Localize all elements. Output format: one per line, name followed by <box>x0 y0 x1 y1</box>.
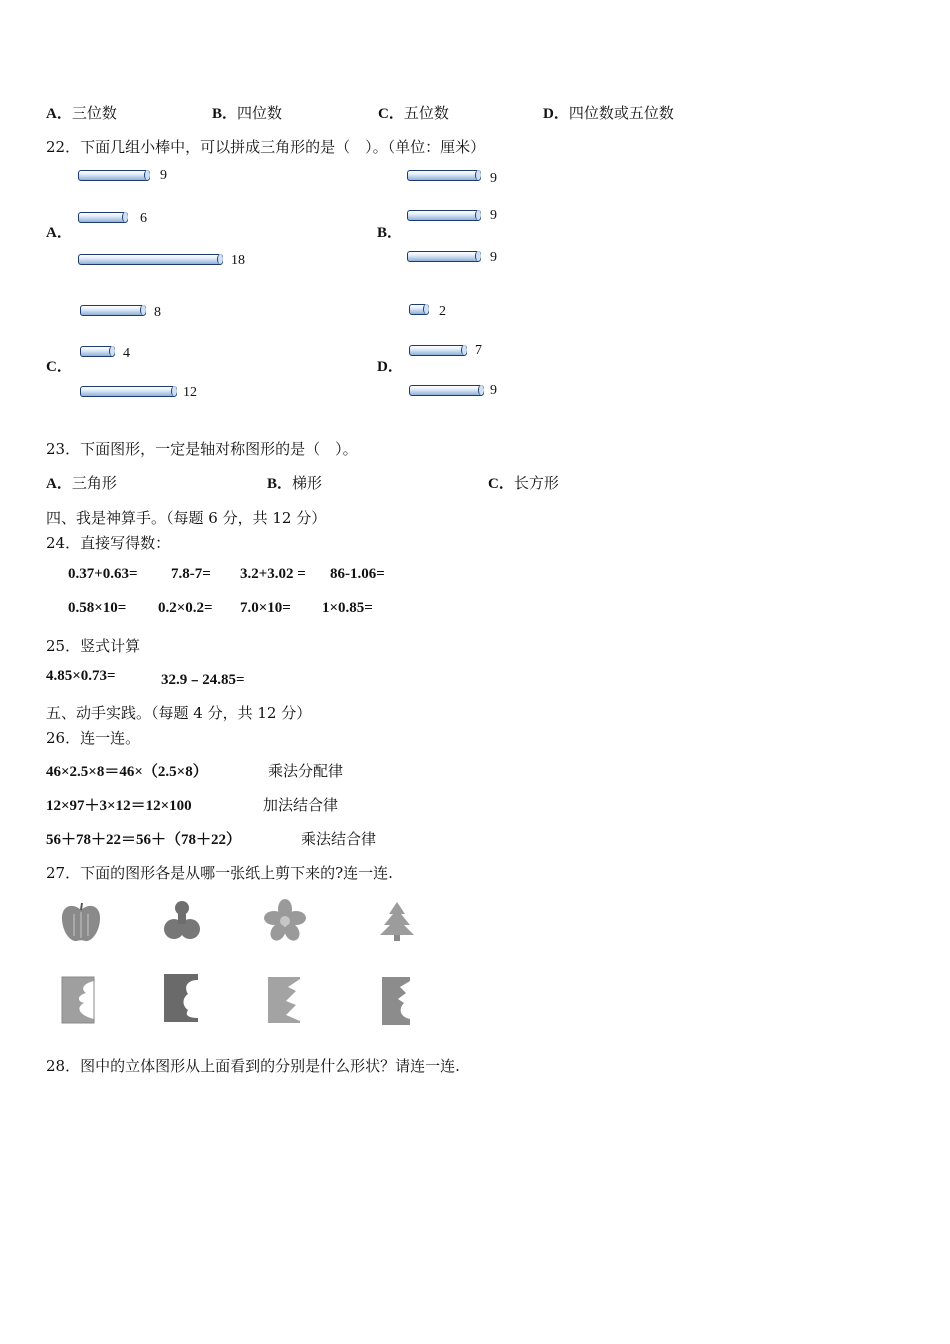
stick-c3-length: 12 <box>183 385 197 400</box>
q21-option-d <box>543 102 674 123</box>
option-text: 五位数 <box>403 104 449 122</box>
paper-1[interactable] <box>60 975 96 1025</box>
q27-question: 27．下面的图形各是从哪一张纸上剪下来的?连一连. <box>46 864 393 882</box>
stick-b1 <box>407 170 481 181</box>
flower-shape[interactable] <box>263 898 307 942</box>
stick-a3 <box>78 254 223 265</box>
stick-d2 <box>409 345 467 356</box>
stick-c2-length: 4 <box>123 346 130 361</box>
gourd-shape[interactable] <box>163 898 201 944</box>
q26-law: 加法结合律 <box>263 796 339 814</box>
q26-expression: 46×2.5×8＝46×（2.5×8） <box>46 764 208 780</box>
q24-item: 7.0×10= <box>240 600 291 616</box>
apple-shape[interactable] <box>58 900 104 944</box>
option-text: 三角形 <box>71 474 117 492</box>
stick-c3 <box>80 386 177 397</box>
option-label: D． <box>543 106 569 122</box>
paper-2[interactable] <box>162 972 200 1024</box>
q22-option-a-label: A． <box>46 225 72 241</box>
option-label: C． <box>378 106 404 122</box>
stick-c2 <box>80 346 115 357</box>
option-text: 三位数 <box>71 104 117 122</box>
stick-c1-length: 8 <box>154 305 161 320</box>
option-text: 长方形 <box>513 474 559 492</box>
option-label: B． <box>212 106 238 122</box>
q25-question: 25．竖式计算 <box>46 637 141 655</box>
option-text: 四位数 <box>237 104 283 122</box>
q21-option-b <box>212 102 282 123</box>
q24-item: 7.8-7= <box>171 566 211 582</box>
q26-question: 26．连一连。 <box>46 729 141 747</box>
option-label: A． <box>46 106 72 122</box>
q24-question: 24．直接写得数： <box>46 534 171 552</box>
q23-option-a <box>46 472 117 493</box>
option-label: A． <box>46 476 72 492</box>
paper-3[interactable] <box>266 975 302 1025</box>
q26-expression: 56＋78＋22＝56＋（78＋22） <box>46 832 242 848</box>
q26-law: 乘法结合律 <box>301 830 377 848</box>
q23-option-c <box>488 472 559 493</box>
stick-a2-length: 6 <box>140 211 147 226</box>
stick-b2 <box>407 210 481 221</box>
stick-b3 <box>407 251 481 262</box>
stick-c1 <box>80 305 146 316</box>
option-text: 四位数或五位数 <box>568 104 674 122</box>
q21-option-c <box>378 102 449 123</box>
option-label: C． <box>488 476 514 492</box>
q24-item: 0.58×10= <box>68 600 127 616</box>
tree-shape[interactable] <box>377 900 417 942</box>
q25-item: 32.9﹣24.85= <box>161 672 245 688</box>
stick-d1-length: 2 <box>439 304 446 319</box>
q22-option-c-label: C． <box>46 359 72 375</box>
stick-b3-length: 9 <box>490 250 497 265</box>
option-label: B． <box>267 476 293 492</box>
stick-d1 <box>409 304 429 315</box>
section-4-heading: 四、我是神算手。（每题 6 分，共 12 分） <box>46 509 327 527</box>
q22-question: 22．下面几组小棒中，可以拼成三角形的是（ ）。（单位：厘米） <box>46 138 486 156</box>
q24-item: 0.2×0.2= <box>158 600 213 616</box>
stick-b2-length: 9 <box>490 208 497 223</box>
q22-option-d-label: D． <box>377 359 403 375</box>
stick-a3-length: 18 <box>231 253 245 268</box>
q24-item: 0.37+0.63= <box>68 566 138 582</box>
stick-a1 <box>78 170 150 181</box>
q24-item: 3.2+3.02 = <box>240 566 306 582</box>
q26-expression: 12×97＋3×12＝12×100 <box>46 798 192 814</box>
q24-item: 86-1.06= <box>330 566 385 582</box>
stick-d3-length: 9 <box>490 383 497 398</box>
stick-a2 <box>78 212 128 223</box>
stick-d2-length: 7 <box>475 343 482 358</box>
q26-law: 乘法分配律 <box>268 762 344 780</box>
q22-option-b-label: B． <box>377 225 403 241</box>
stick-d3 <box>409 385 484 396</box>
q23-question: 23．下面图形，一定是轴对称图形的是（ ）。 <box>46 440 358 458</box>
q21-option-a <box>46 102 117 123</box>
stick-a1-length: 9 <box>160 168 167 183</box>
q28-question: 28．图中的立体图形从上面看到的分别是什么形状？请连一连. <box>46 1057 460 1075</box>
q25-item: 4.85×0.73= <box>46 668 116 684</box>
section-5-heading: 五、动手实践。（每题 4 分，共 12 分） <box>46 704 312 722</box>
stick-b1-length: 9 <box>490 171 497 186</box>
q23-option-b <box>267 472 322 493</box>
option-text: 梯形 <box>292 474 323 492</box>
q24-item: 1×0.85= <box>322 600 373 616</box>
paper-4[interactable] <box>380 975 412 1027</box>
